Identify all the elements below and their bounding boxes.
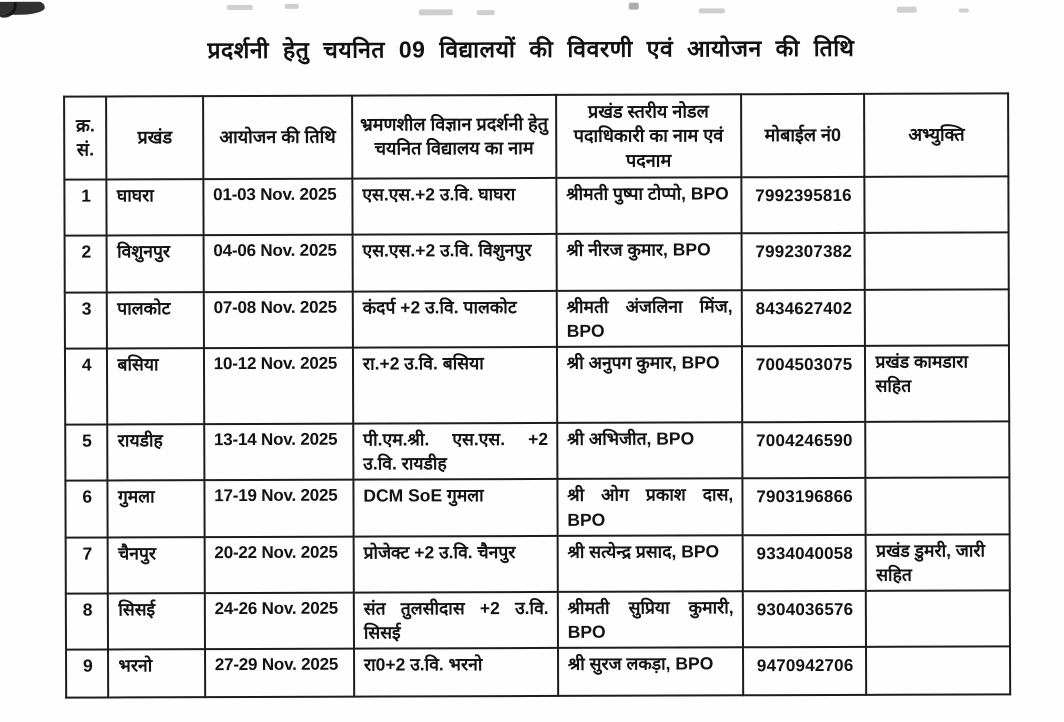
cell-school: संत तुलसीदास +2 उ.वि. सिसई [354,592,558,649]
cell-serial: 4 [65,349,108,425]
cell-remark [865,176,1009,233]
cell-remark [866,478,1010,535]
cell-date: 13-14 Nov. 2025 [204,424,353,481]
cell-serial: 5 [65,425,108,481]
cell-block: रायडीह [108,424,204,481]
cell-mobile: 7992395816 [741,177,865,233]
scan-artifact-speck [629,3,639,10]
table-row [65,232,1009,292]
cell-mobile: 7992307382 [741,233,865,290]
cell-serial: 2 [65,235,108,292]
cell-block: पालकोट [107,292,203,349]
cell-mobile: 7004246590 [742,422,866,479]
cell-school: DCM SoE गुमला [353,479,557,536]
cell-remark [865,232,1009,290]
cell-block: विशुनपुर [107,235,203,292]
table-row [65,289,1009,349]
document-title: प्रदर्शनी हेतु चयनित 09 विद्यालयों की विवरणी एवं आयोजन की तिथि [207,34,855,64]
header-nodal-officer: प्रखंड स्तरीय नोडल पदाधिकारी का नाम एवं पदनाम [556,94,741,178]
cell-mobile: 7903196866 [742,478,866,535]
cell-date: 10-12 Nov. 2025 [204,348,353,425]
table-row [65,346,1009,425]
cell-date: 17-19 Nov. 2025 [204,480,353,537]
cell-date: 27-29 Nov. 2025 [205,649,354,698]
cell-date: 20-22 Nov. 2025 [204,536,353,593]
header-mobile-number: मोबाईल नं0 [741,94,865,177]
cell-serial: 3 [65,292,108,348]
cell-date: 24-26 Nov. 2025 [205,593,354,650]
header-selected-school-name: भ्रमणशील विज्ञान प्रदर्शनी हेतु चयनित विद्यालय का नाम [352,95,556,179]
cell-officer: श्री अनुपग कुमार, BPO [557,346,742,423]
cell-school: रा0+2 उ.वि. भरनो [354,648,558,697]
scan-artifact-speck [897,7,917,13]
cell-school: रा.+2 उ.वि. बसिया [353,347,557,424]
cell-serial: 7 [66,537,109,593]
cell-date: 04-06 Nov. 2025 [203,235,352,293]
cell-serial: 8 [66,593,109,649]
cell-school: एस.एस.+2 उ.वि. विशुनपुर [352,234,556,292]
cell-block: घाघरा [107,179,203,235]
cell-officer: श्रीमती सुप्रिया कुमारी, BPO [558,591,743,648]
cell-officer: श्रीमती पुष्पा टोप्पो, BPO [556,177,741,234]
scan-artifact-speck [285,4,299,9]
cell-block: भरनो [108,649,204,697]
table-header-row [64,93,1008,179]
table-row [64,176,1008,235]
cell-mobile: 7004503075 [742,346,866,422]
cell-remark: प्रखंड डुमरी, जारी सहित [866,534,1010,591]
scan-artifact-speck [227,5,253,10]
cell-remark [866,422,1010,479]
cell-mobile: 9304036576 [743,591,867,648]
cell-officer: श्री अभिजीत, BPO [557,422,742,479]
cell-remark [866,590,1010,647]
cell-block: चैनपुर [108,537,204,594]
scan-artifact-speck [959,8,969,12]
table-row [66,590,1010,650]
cell-serial: 1 [64,179,107,235]
cell-block: बसिया [107,348,204,424]
scan-artifact-speck [699,8,725,13]
cell-block: सिसई [108,593,204,650]
scan-artifact-speck [477,10,495,15]
cell-mobile: 8434627402 [742,290,866,347]
cell-officer: श्री सत्येन्द्र प्रसाद, BPO [557,535,742,592]
cell-officer: श्री नीरज कुमार, BPO [556,233,741,291]
cell-school: प्रोजेक्ट +2 उ.वि. चैनपुर [354,536,558,593]
cell-officer: श्रीमती अंजलिना मिंज, BPO [557,290,742,347]
cell-remark [865,289,1009,346]
table-row [66,534,1010,594]
cell-serial: 6 [65,481,108,537]
table-row [65,422,1009,482]
header-remarks: अभ्युक्ति [865,93,1009,176]
cell-date: 01-03 Nov. 2025 [203,179,352,236]
cell-block: गुमला [108,481,204,538]
cell-remark: प्रखंड कामडारा सहित [865,346,1009,423]
header-block: प्रखंड [107,96,204,179]
table-row [65,478,1009,538]
scan-artifact-cutoff-glyph [0,2,17,18]
cell-remark [866,647,1010,696]
cell-mobile: 9470942706 [743,647,867,695]
cell-officer: श्री सुरज लकड़ा, BPO [558,648,743,697]
cell-mobile: 9334040058 [742,535,866,592]
table-row [66,647,1010,698]
header-serial-number: क्र. सं. [64,96,107,179]
cell-school: पी.एम.श्री. एस.एस. +2 उ.वि. रायडीह [353,423,557,480]
cell-school: एस.एस.+2 उ.वि. घाघरा [352,178,556,235]
cell-school: कंदर्प +2 उ.वि. पालकोट [353,291,557,348]
cell-date: 07-08 Nov. 2025 [204,292,353,349]
scan-artifact-speck [419,9,453,15]
header-event-date: आयोजन की तिथि [203,96,352,179]
cell-serial: 9 [66,650,109,698]
cell-officer: श्री ओग प्रकाश दास, BPO [557,479,742,536]
schools-schedule-table [63,92,1011,699]
